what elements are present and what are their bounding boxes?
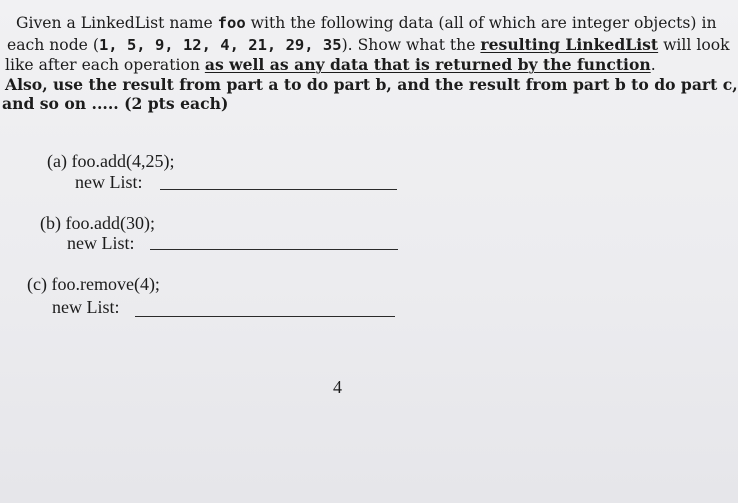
part-a-label: new List: [75, 172, 143, 192]
underlined-phrase: resulting LinkedList [480, 35, 659, 54]
part-b-operation: (b) foo.add(30); [40, 213, 155, 233]
part-c-answer-blank[interactable] [135, 316, 395, 317]
question-text-segment: with the following data (all of which are integer objects) in [245, 14, 717, 32]
question-text-segment: Given a LinkedList name [16, 14, 218, 32]
question-line-4: Also, use the result from part a to do part b, and the result from part b to do part c, [5, 75, 738, 94]
part-c-operation: (c) foo.remove(4); [27, 274, 160, 294]
underlined-phrase: as well as any data that is returned by the function [204, 55, 651, 74]
list-name: foo [217, 14, 246, 32]
question-text-segment: ). Show what the [341, 36, 481, 54]
page-number: 4 [333, 377, 342, 397]
part-c-label: new List: [52, 297, 120, 317]
question-line-1 [16, 13, 717, 33]
question-line-5: and so on ..... (2 pts each) [2, 94, 229, 113]
part-a-answer-blank[interactable] [160, 189, 397, 190]
question-line-3 [5, 55, 656, 75]
part-b-answer-blank[interactable] [150, 249, 398, 250]
question-text-segment: like after each operation [5, 56, 205, 74]
part-a-operation: (a) foo.add(4,25); [47, 151, 175, 171]
question-text-segment: will look [658, 36, 730, 54]
list-values: 1, 5, 9, 12, 4, 21, 29, 35 [98, 36, 342, 54]
question-text-segment: . [650, 56, 656, 74]
question-line-2 [7, 35, 730, 55]
question-text-segment: each node ( [7, 36, 99, 54]
part-b-label: new List: [67, 233, 135, 253]
